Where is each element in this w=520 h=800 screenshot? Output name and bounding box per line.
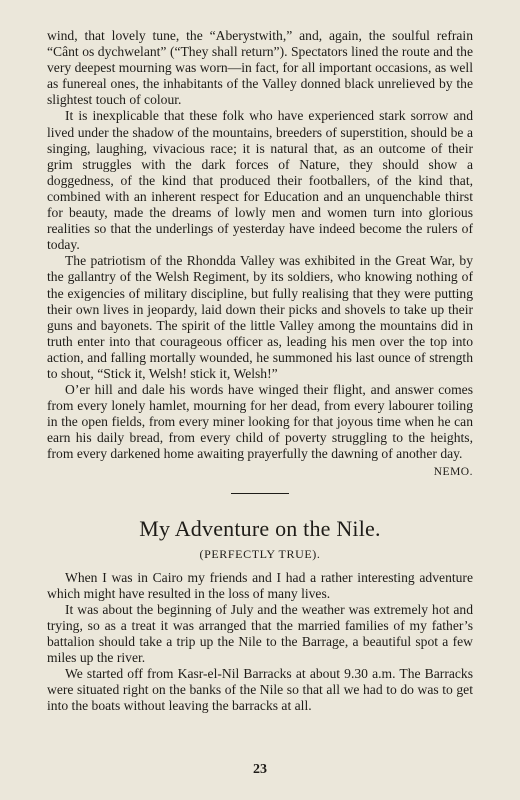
paragraph: When I was in Cairo my friends and I had a rather interesting adventure which might have resulted in the loss of many lives. [47,569,473,601]
article-nile [47,516,473,715]
article-title: My Adventure on the Nile. [139,515,381,541]
paragraph: O’er hill and dale his words have winged their flight, and answer comes from every lonely hamlet, mourning for her dead, from every labourer toiling in the open fields, from every miner looking for that joyous time when he can earn his daily bread, from every child of poverty struggling to the heights, from every darkened home awaiting prayerfully the dawning of another day. [47,382,473,462]
paragraph: We started off from Kasr-el-Nil Barracks at about 9.30 a.m. The Barracks were situated right on the banks of the Nile so that all we had to do was to get into the boats without leaving the barracks at all. [47,666,473,714]
article-rhondda [47,28,473,480]
paragraph: It was about the beginning of July and the weather was extremely hot and trying, so as a treat it was arranged that the married families of my father’s battalion should take a trip up the Nile to the Barrage, a beautiful spot a few miles up the river. [47,601,473,665]
paragraph: The patriotism of the Rhondda Valley was exhibited in the Great War, by the gallantry of the Welsh Regiment, by its soldiers, who knowing nothing of the exigencies of military discipline, but fully realising that they were putting their own lives in jeopardy, laid down their picks and shovels to take up their guns and bayonets. The spirit of the little Valley among the mountains did in truth enter into that courageous officer as, leading his men over the top into action, and falling mortally wounded, he summoned his last ounce of strength to shout, “Stick it, Welsh! stick it, Welsh!” [47,253,473,381]
section-divider [231,493,289,494]
article-subtitle: (PERFECTLY TRUE). [199,546,321,561]
author-signature: NEMO. [433,465,473,478]
paragraph: It is inexplicable that these folk who have experienced stark sorrow and lived under the shadow of the mountains, breeders of superstition, should be a singing, laughing, vivacious race; it is natural that, as an outcome of their grim struggles with the dark forces of Nature, they should show a doggedness, of the kind that produced their footballers, of the kind that, combined with an inherent respect for Education and an unquenchable thirst for beauty, made the dreams of lowly men and women turn into glorious realities so that the underlings of yesterday have indeed become the rulers of today. [47,108,473,253]
paragraph-continued: wind, that lovely tune, the “Aberystwith,” and, again, the soulful refrain “Cânt os dychwelant” (“They shall return”). Spectators lined the route and the very deepest mourning was worn—in fact, for all important occasions, as well as funereal ones, the inhabitants of the Valley donned black unrelieved by the slightest touch of colour. [47,28,473,108]
page-number: 23 [253,762,267,777]
text-column [47,28,473,714]
